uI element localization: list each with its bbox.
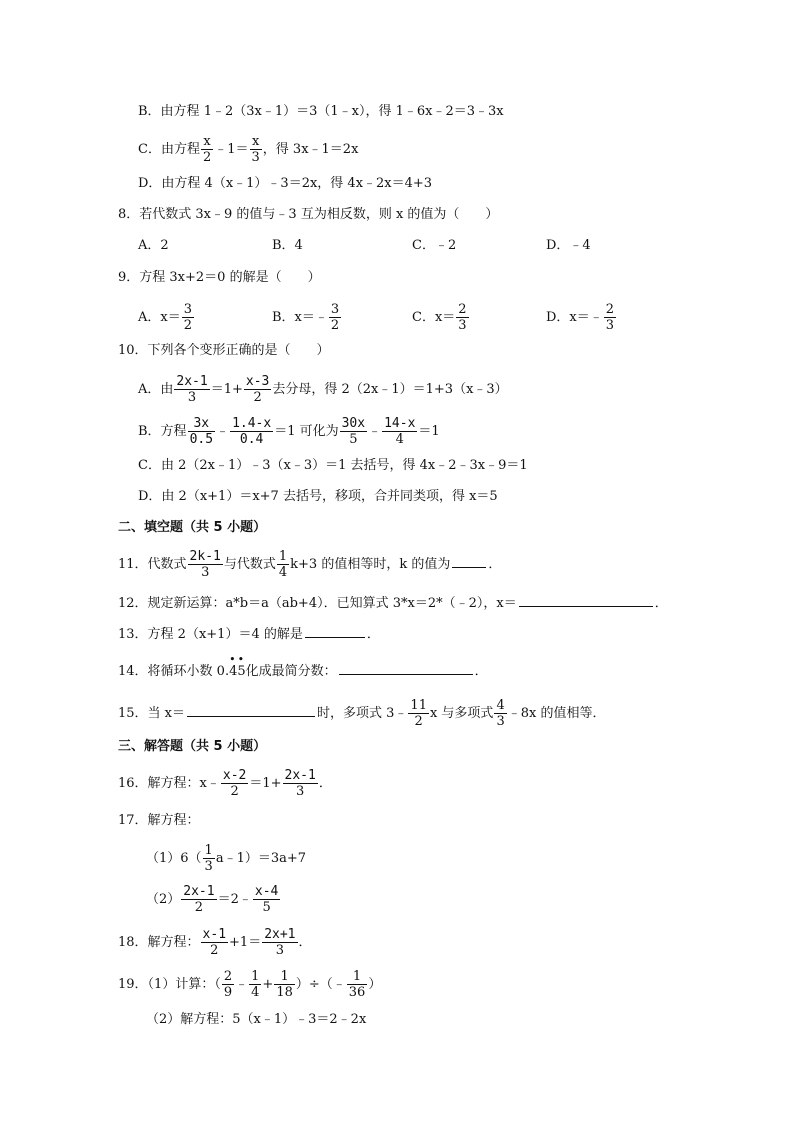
- fraction: [250, 134, 262, 165]
- q13: [118, 623, 380, 645]
- denominator: 3: [275, 943, 284, 958]
- denominator: 0.4: [239, 432, 264, 447]
- numerator: 3: [183, 302, 193, 317]
- denominator: 2: [414, 714, 423, 729]
- q19-part-1: [118, 969, 381, 1000]
- q18-mid: +1＝: [229, 935, 262, 950]
- numerator: 3: [330, 302, 340, 317]
- q14-label: 14．将循环小数 0.: [118, 664, 230, 679]
- q8-option-d: D．﹣4: [546, 238, 591, 253]
- period: ．: [474, 664, 488, 679]
- answer-blank[interactable]: [339, 660, 473, 675]
- denominator: 9: [223, 985, 233, 1000]
- q18-label: 18．解方程：: [118, 935, 200, 950]
- q10-option-b-label: B．方程: [138, 424, 187, 439]
- denominator: 2: [183, 318, 193, 333]
- q9-option-d-label: D．x＝﹣: [546, 310, 603, 325]
- q10-option-a-mid: ＝1+: [210, 382, 243, 397]
- q19-part-2: （2）解方程：5（x﹣1）﹣3＝2﹣2x: [146, 1012, 367, 1027]
- q9-option-d: [546, 302, 617, 333]
- numerator: 30x: [341, 416, 366, 431]
- q13-text: 13．方程 2（x+1）＝4 的解是: [118, 627, 303, 642]
- answer-blank[interactable]: [187, 702, 315, 717]
- q17-part-1: [146, 843, 306, 874]
- numerator: 1: [204, 843, 213, 858]
- q9-options: [0, 302, 794, 332]
- q17-part-1-tail: a﹣1）＝3a+7: [215, 851, 307, 866]
- q15-tail: ﹣8x 的值相等．: [507, 706, 606, 721]
- q10-option-b-mid: ＝1 可化为: [274, 424, 339, 439]
- section-fill-in-heading: 二、填空题（共 5 小题）: [118, 520, 267, 535]
- q15-label: 15．当 x＝: [118, 706, 186, 721]
- q16-label: 16．解方程：x﹣: [118, 776, 220, 791]
- numerator: 2x-1: [176, 374, 208, 389]
- fraction: [230, 416, 273, 447]
- q17-part-2: [146, 884, 281, 915]
- q16-mid: ＝1+: [249, 776, 282, 791]
- q7-option-c-label: C．由方程: [138, 142, 200, 157]
- q8-options: [0, 236, 794, 256]
- q10-option-a-label: A．由: [138, 382, 174, 397]
- repeating-decimal: [229, 653, 247, 682]
- numerator: x-3: [245, 374, 270, 389]
- q10-option-b: [138, 416, 440, 447]
- numerator: 1: [274, 969, 295, 985]
- numerator: 1: [251, 969, 260, 984]
- denominator: 2: [253, 390, 262, 405]
- q16: [118, 768, 332, 799]
- numerator: 2x+1: [264, 927, 296, 942]
- q7-option-b-label: B．由方程: [138, 104, 200, 119]
- fraction: [188, 549, 223, 580]
- period: ．: [488, 557, 502, 572]
- q11-label: 11．代数式: [118, 557, 187, 572]
- q10-option-a: [138, 374, 508, 405]
- fraction: [604, 302, 616, 333]
- q8-option-b: B．4: [272, 238, 303, 253]
- fraction: [182, 302, 194, 333]
- q10-option-c: C．由 2（2x﹣1）﹣3（x﹣3）＝1 去括号，得 4x﹣2﹣3x﹣9＝1: [138, 458, 528, 473]
- q14: [118, 653, 488, 682]
- denominator: 3: [296, 784, 305, 799]
- fraction: [174, 374, 209, 405]
- period: ．: [318, 776, 332, 791]
- fraction: [188, 416, 215, 447]
- fraction: [329, 302, 341, 333]
- fraction: [283, 768, 318, 799]
- denominator: 5: [262, 900, 271, 915]
- operator: ）÷（﹣: [295, 977, 346, 992]
- denominator: 3: [251, 150, 260, 165]
- denominator: 18: [276, 985, 293, 1000]
- fraction: [181, 884, 216, 915]
- fraction: [201, 927, 228, 958]
- numerator: 1: [278, 549, 288, 564]
- answer-blank[interactable]: [305, 623, 365, 638]
- denominator: 5: [349, 432, 358, 447]
- q12-text: 12．规定新运算：a*b＝a（ab+4）．已知算式 3*x＝2*（﹣2），x＝: [118, 596, 517, 611]
- q7-option-b: [138, 102, 504, 122]
- q10-option-b-tail: ＝1: [418, 424, 440, 439]
- q11: [118, 549, 501, 580]
- denominator: 2: [194, 900, 204, 915]
- q8-stem: 8．若代数式 3x﹣9 的值与﹣3 互为相反数，则 x 的值为（ ）: [118, 207, 499, 222]
- numerator: 2: [458, 302, 467, 317]
- q19-part-1-label: 19．（1）计算：（: [118, 977, 221, 992]
- section-solve-heading: 三、解答题（共 5 小题）: [118, 739, 267, 754]
- numerator: 1.4-x: [232, 416, 272, 431]
- q7-option-c-tail: ，得 3x﹣1＝2x: [262, 142, 359, 157]
- numerator: 11: [410, 698, 427, 713]
- fraction: [456, 302, 468, 333]
- q12: [118, 592, 668, 614]
- operator: +: [262, 977, 274, 992]
- answer-blank[interactable]: [452, 553, 486, 568]
- fraction: [221, 768, 248, 799]
- q10-stem: 10．下列各个变形正确的是（ ）: [118, 343, 330, 358]
- denominator: 3: [496, 714, 505, 729]
- numerator: 2k-1: [189, 549, 221, 564]
- fraction: [340, 416, 367, 447]
- q9-option-c-label: C．x＝: [412, 310, 456, 325]
- q17-part-2-label: （2）: [146, 892, 181, 907]
- numerator: x: [250, 134, 262, 150]
- numerator: 2: [223, 969, 233, 984]
- q7-option-b-equation: 1﹣2（3x﹣1）＝3（1﹣x），得 1﹣6x﹣2＝3﹣3x: [203, 104, 504, 119]
- q15-mid-2: x 与多项式: [429, 706, 494, 721]
- period: ．: [366, 627, 380, 642]
- numerator: x-2: [222, 768, 247, 783]
- q9-option-a: [138, 302, 195, 333]
- numerator: 2x-1: [284, 768, 316, 783]
- closing-paren: ）: [368, 977, 382, 992]
- denominator: 3: [458, 318, 467, 333]
- q15-mid: 时，多项式 3﹣: [317, 706, 408, 721]
- fraction: [408, 698, 429, 729]
- q11-tail: k+3 的值相等时，k 的值为: [290, 557, 451, 572]
- q7-option-c-mid: ﹣1＝: [214, 142, 249, 157]
- repeat-dots: ••: [229, 653, 247, 666]
- q17-part-2-mid: ＝2﹣: [217, 892, 252, 907]
- fraction: [277, 549, 289, 580]
- fraction: [249, 969, 261, 1000]
- numerator: 2x-1: [183, 884, 215, 899]
- denominator: 3: [204, 859, 213, 874]
- q8-option-a: A．2: [138, 238, 169, 253]
- denominator: 4: [278, 565, 288, 580]
- denominator: 2: [202, 150, 212, 165]
- fraction: [494, 698, 506, 729]
- fraction: [253, 884, 280, 915]
- q14-tail: 化成最简分数：: [245, 664, 337, 679]
- q18: [118, 927, 312, 958]
- numerator: 2: [605, 302, 615, 317]
- fraction: [201, 134, 213, 165]
- answer-blank[interactable]: [519, 592, 653, 607]
- fraction: [262, 927, 297, 958]
- operator: ﹣: [216, 424, 230, 439]
- denominator: 36: [348, 985, 366, 1000]
- q7-option-d: D．由方程 4（x﹣1）﹣3＝2x，得 4x﹣2x＝4+3: [138, 176, 433, 191]
- fraction: [244, 374, 271, 405]
- denominator: 2: [210, 943, 219, 958]
- q9-option-a-label: A．x＝: [138, 310, 181, 325]
- q15: [118, 698, 605, 729]
- q9-option-b: [272, 302, 342, 333]
- q10-option-d: D．由 2（x+1）＝x+7 去括号，移项，合并同类项，得 x＝5: [138, 489, 498, 504]
- q7-option-c: [138, 134, 358, 165]
- denominator: 4: [251, 985, 260, 1000]
- numerator: 1: [347, 969, 368, 985]
- numerator: x-1: [202, 927, 227, 942]
- denominator: 2: [330, 318, 340, 333]
- q9-stem: 9．方程 3x+2＝0 的解是（ ）: [118, 270, 321, 285]
- fraction: [347, 969, 368, 1000]
- fraction: [203, 843, 215, 874]
- q9-option-c: [412, 302, 470, 333]
- numerator: 3x: [188, 416, 215, 432]
- period: ．: [654, 596, 668, 611]
- numerator: 14-x: [384, 416, 416, 431]
- denominator: 3: [201, 565, 210, 580]
- denominator: 3: [605, 318, 615, 333]
- q17-part-1-label: （1）6（: [146, 851, 202, 866]
- period: ．: [298, 935, 312, 950]
- q10-option-a-tail: 去分母，得 2（2x﹣1）＝1+3（x﹣3）: [272, 382, 508, 397]
- denominator: 0.5: [189, 432, 214, 447]
- q8-option-c: C．﹣2: [412, 238, 457, 253]
- repeating-digits: 45: [229, 664, 246, 679]
- q11-mid: 与代数式: [223, 557, 276, 572]
- denominator: 2: [230, 784, 239, 799]
- fraction: [382, 416, 417, 447]
- fraction: [222, 969, 234, 1000]
- q9-option-b-label: B．x＝﹣: [272, 310, 328, 325]
- numerator: 4: [496, 698, 505, 713]
- numerator: x: [201, 134, 213, 150]
- operator: ﹣: [368, 424, 382, 439]
- fraction: [274, 969, 295, 1000]
- operator: ﹣: [235, 977, 249, 992]
- q17-stem: 17．解方程：: [118, 813, 200, 828]
- numerator: x-4: [254, 884, 279, 899]
- denominator: 4: [395, 432, 404, 447]
- denominator: 3: [187, 390, 197, 405]
